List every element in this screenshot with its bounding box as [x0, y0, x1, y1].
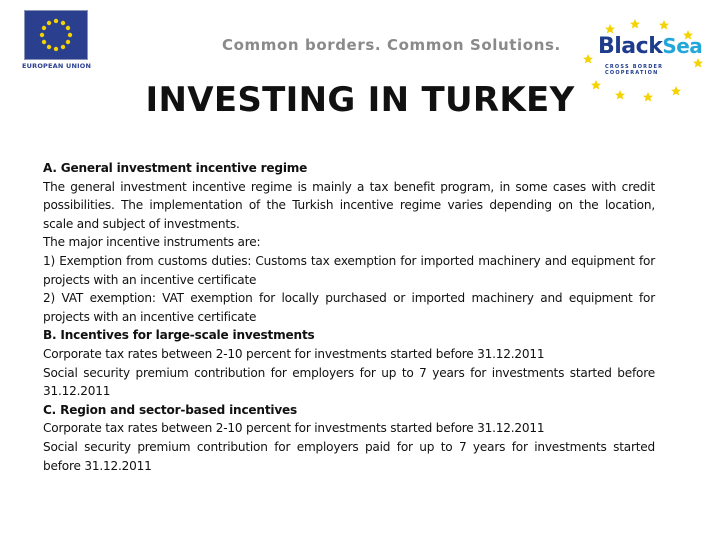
bs-word-black: Black: [598, 34, 663, 59]
body-paragraph: Corporate tax rates between 2-10 percent for investments started before 31.12.2011: [43, 346, 545, 361]
bs-subtitle: [605, 64, 675, 76]
eu-flag-icon: [24, 10, 88, 60]
body-paragraph: 2) VAT exemption: VAT exemption for locally purchased or imported machinery and equipment for projects with an incentive certificate: [43, 291, 655, 324]
section-heading: A. General investment incentive regime: [43, 161, 308, 175]
bs-word-sea: Sea: [662, 34, 703, 58]
slogan: Common borders. Common Solutions.: [222, 36, 561, 54]
body-paragraph: The major incentive instruments are:: [43, 235, 261, 250]
page-title: INVESTING IN TURKEY: [145, 80, 575, 120]
body-paragraph: 1) Exemption from customs duties: Customs tax exemption for imported machinery and equipment for projects with an incentive certificate: [43, 253, 655, 287]
body-paragraph: The general investment incentive regime is mainly a tax benefit program, in some cases with credit possibilities. The implementation of the Turkish incentive regime varies depending on the location, scale and subject of investments.: [43, 179, 655, 231]
body-paragraph: Social security premium contribution for employers for up to 7 years for investments started before 31.12.2011: [43, 365, 655, 399]
body-paragraph: Social security premium contribution for employers paid for up to 7 years for investments started before 31.12.2011: [43, 439, 655, 473]
body-paragraph: Corporate tax rates between 2-10 percent for investments started before 31.12.2011: [43, 421, 545, 436]
eu-caption: EUROPEAN UNION: [22, 62, 92, 70]
body-text: [43, 159, 655, 475]
eu-logo: [22, 10, 92, 70]
bs-sub-line2: COOPERATION: [605, 70, 659, 76]
black-sea-wordmark: [598, 34, 702, 59]
section-heading: B. Incentives for large-scale investments: [43, 328, 315, 343]
bs-sub-line1: CROSS BORDER: [605, 64, 664, 70]
section-heading: C. Region and sector-based incentives: [43, 402, 298, 417]
